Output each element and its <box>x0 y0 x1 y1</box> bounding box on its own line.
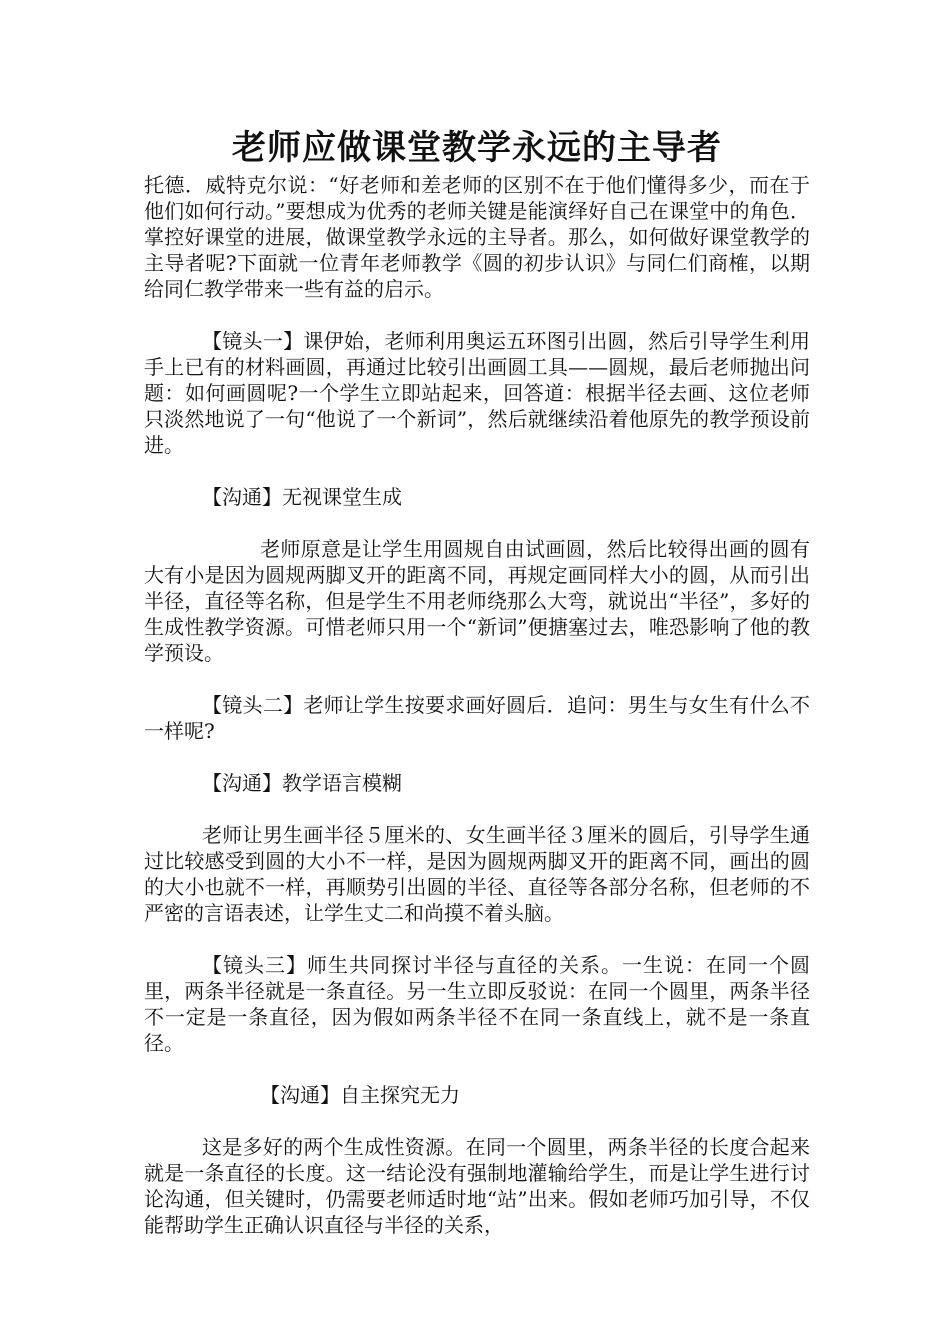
communication-2-body: 老师让男生画半径５厘米的、女生画半径３厘米的圆后，引导学生通过比较感受到圆的大小不一样，是因为圆规两脚叉开的距离不同，画出的圆的大小也就不一样，再顺势引出圆的半径、直径等各部分名称，但老师的不严密的言语表述，让学生丈二和尚摸不着头脑。 <box>144 823 810 925</box>
communication-1-body: 老师原意是让学生用圆规自由试画圆，然后比较得出画的圆有大有小是因为圆规两脚叉开的距离不同，再规定画同样大小的圆，从而引出半径，直径等名称，但是学生不用老师绕那么大弯，就说出“半径”，多好的生成性教学资源。可惜老师只用一个“新词”便搪塞过去，唯恐影响了他的教学预设。 <box>144 537 810 665</box>
intro-paragraph: 托德．威特克尔说：“好老师和差老师的区别不在于他们懂得多少，而在于他们如何行动。”要想成为优秀的老师关键是能演绎好自己在课堂中的角色．掌控好课堂的进展，做课堂教学永远的主导者。那么，如何做好课堂教学的主导者呢?下面就一位青年老师教学《圆的初步认识》与同仁们商榷，以期给同仁教学带来一些有益的启示。 <box>144 173 810 301</box>
communication-3-heading: 【沟通】自主探究无力 <box>260 1083 460 1107</box>
scene-2-paragraph: 【镜头二】老师让学生按要求画好圆后．追问：男生与女生有什么不一样呢? <box>144 693 810 743</box>
communication-3-body: 这是多好的两个生成性资源。在同一个圆里，两条半径的长度合起来就是一条直径的长度。这一结论没有强制地灌输给学生，而是让学生进行讨论沟通，但关键时，仍需要老师适时地“站”出来。假如老师巧加引导，不仅能帮助学生正确认识直径与半径的关系， <box>144 1135 810 1237</box>
communication-2-heading: 【沟通】教学语言模糊 <box>202 771 402 795</box>
scene-3-paragraph: 【镜头三】师生共同探讨半径与直径的关系。一生说：在同一个圆里，两条半径就是一条直径。另一生立即反驳说：在同一个圆里，两条半径不一定是一条直径，因为假如两条半径不在同一条直线上，就不是一条直径。 <box>144 953 810 1055</box>
document-body <box>144 124 810 1264</box>
page-title: 老师应做课堂教学永远的主导者 <box>232 128 722 168</box>
scene-1-paragraph: 【镜头一】课伊始，老师利用奥运五环图引出圆，然后引导学生利用手上已有的材料画圆，再通过比较引出画圆工具——圆规，最后老师抛出问题：如何画圆呢?一个学生立即站起来，回答道：根据半径去画、这位老师只淡然地说了一句“他说了一个新词”，然后就继续沿着他原先的教学预设前进。 <box>144 329 810 457</box>
communication-1-heading: 【沟通】无视课堂生成 <box>202 485 402 509</box>
